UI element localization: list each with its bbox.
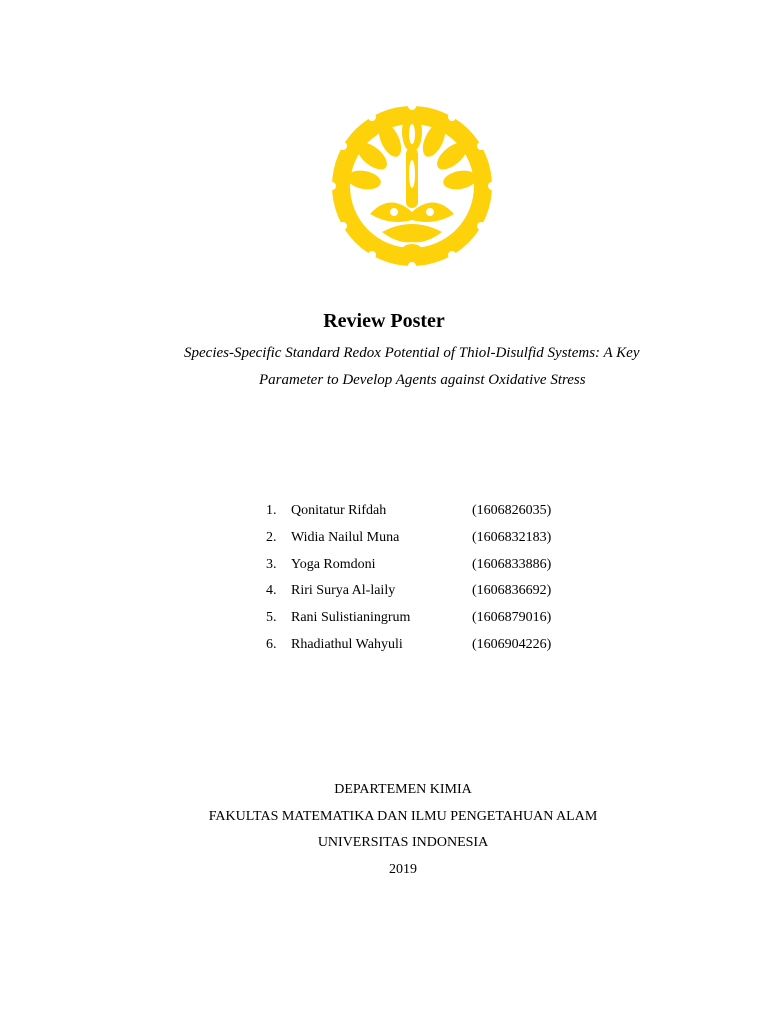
member-id: (1606879016) [472,610,552,626]
member-name: Widia Nailul Muna [291,529,400,545]
list-item [266,503,586,530]
list-item [266,557,586,584]
member-number: 5. [266,610,277,626]
member-number: 1. [266,503,277,518]
university-emblem-icon [330,104,494,268]
member-id: (1606832183) [472,529,552,545]
university-name: UNIVERSITAS INDONESIA [317,835,489,850]
member-name: Yoga Romdoni [291,556,376,572]
list-item [266,637,586,664]
subtitle-line-1: Species-Specific Standard Redox Potential of Thiol-Disulfid Systems: A Key [184,345,640,361]
member-number: 3. [266,556,277,572]
faculty-name: FAKULTAS MATEMATIKA DAN ILMU PENGETAHUAN ALAM [208,809,598,824]
subtitle-line-2: Parameter to Develop Agents against Oxidative Stress [259,372,586,388]
member-name: Rhadiathul Wahyuli [291,636,403,652]
member-name: Rani Sulistianingrum [291,610,411,626]
member-number: 4. [266,583,277,599]
member-id: (1606836692) [472,583,552,599]
list-item [266,610,586,637]
member-id: (1606904226) [472,636,552,652]
department-name: DEPARTEMEN KIMIA [334,782,472,797]
member-list [266,503,586,664]
page-title: Review Poster [323,310,445,332]
member-id: (1606833886) [472,556,552,572]
list-item [266,583,586,610]
member-number: 2. [266,529,277,545]
member-number: 6. [266,636,277,652]
list-item [266,530,586,557]
member-name: Riri Surya Al-laily [291,583,396,599]
year: 2019 [389,862,417,877]
member-id: (1606826035) [472,503,552,518]
member-name: Qonitatur Rifdah [291,503,387,518]
